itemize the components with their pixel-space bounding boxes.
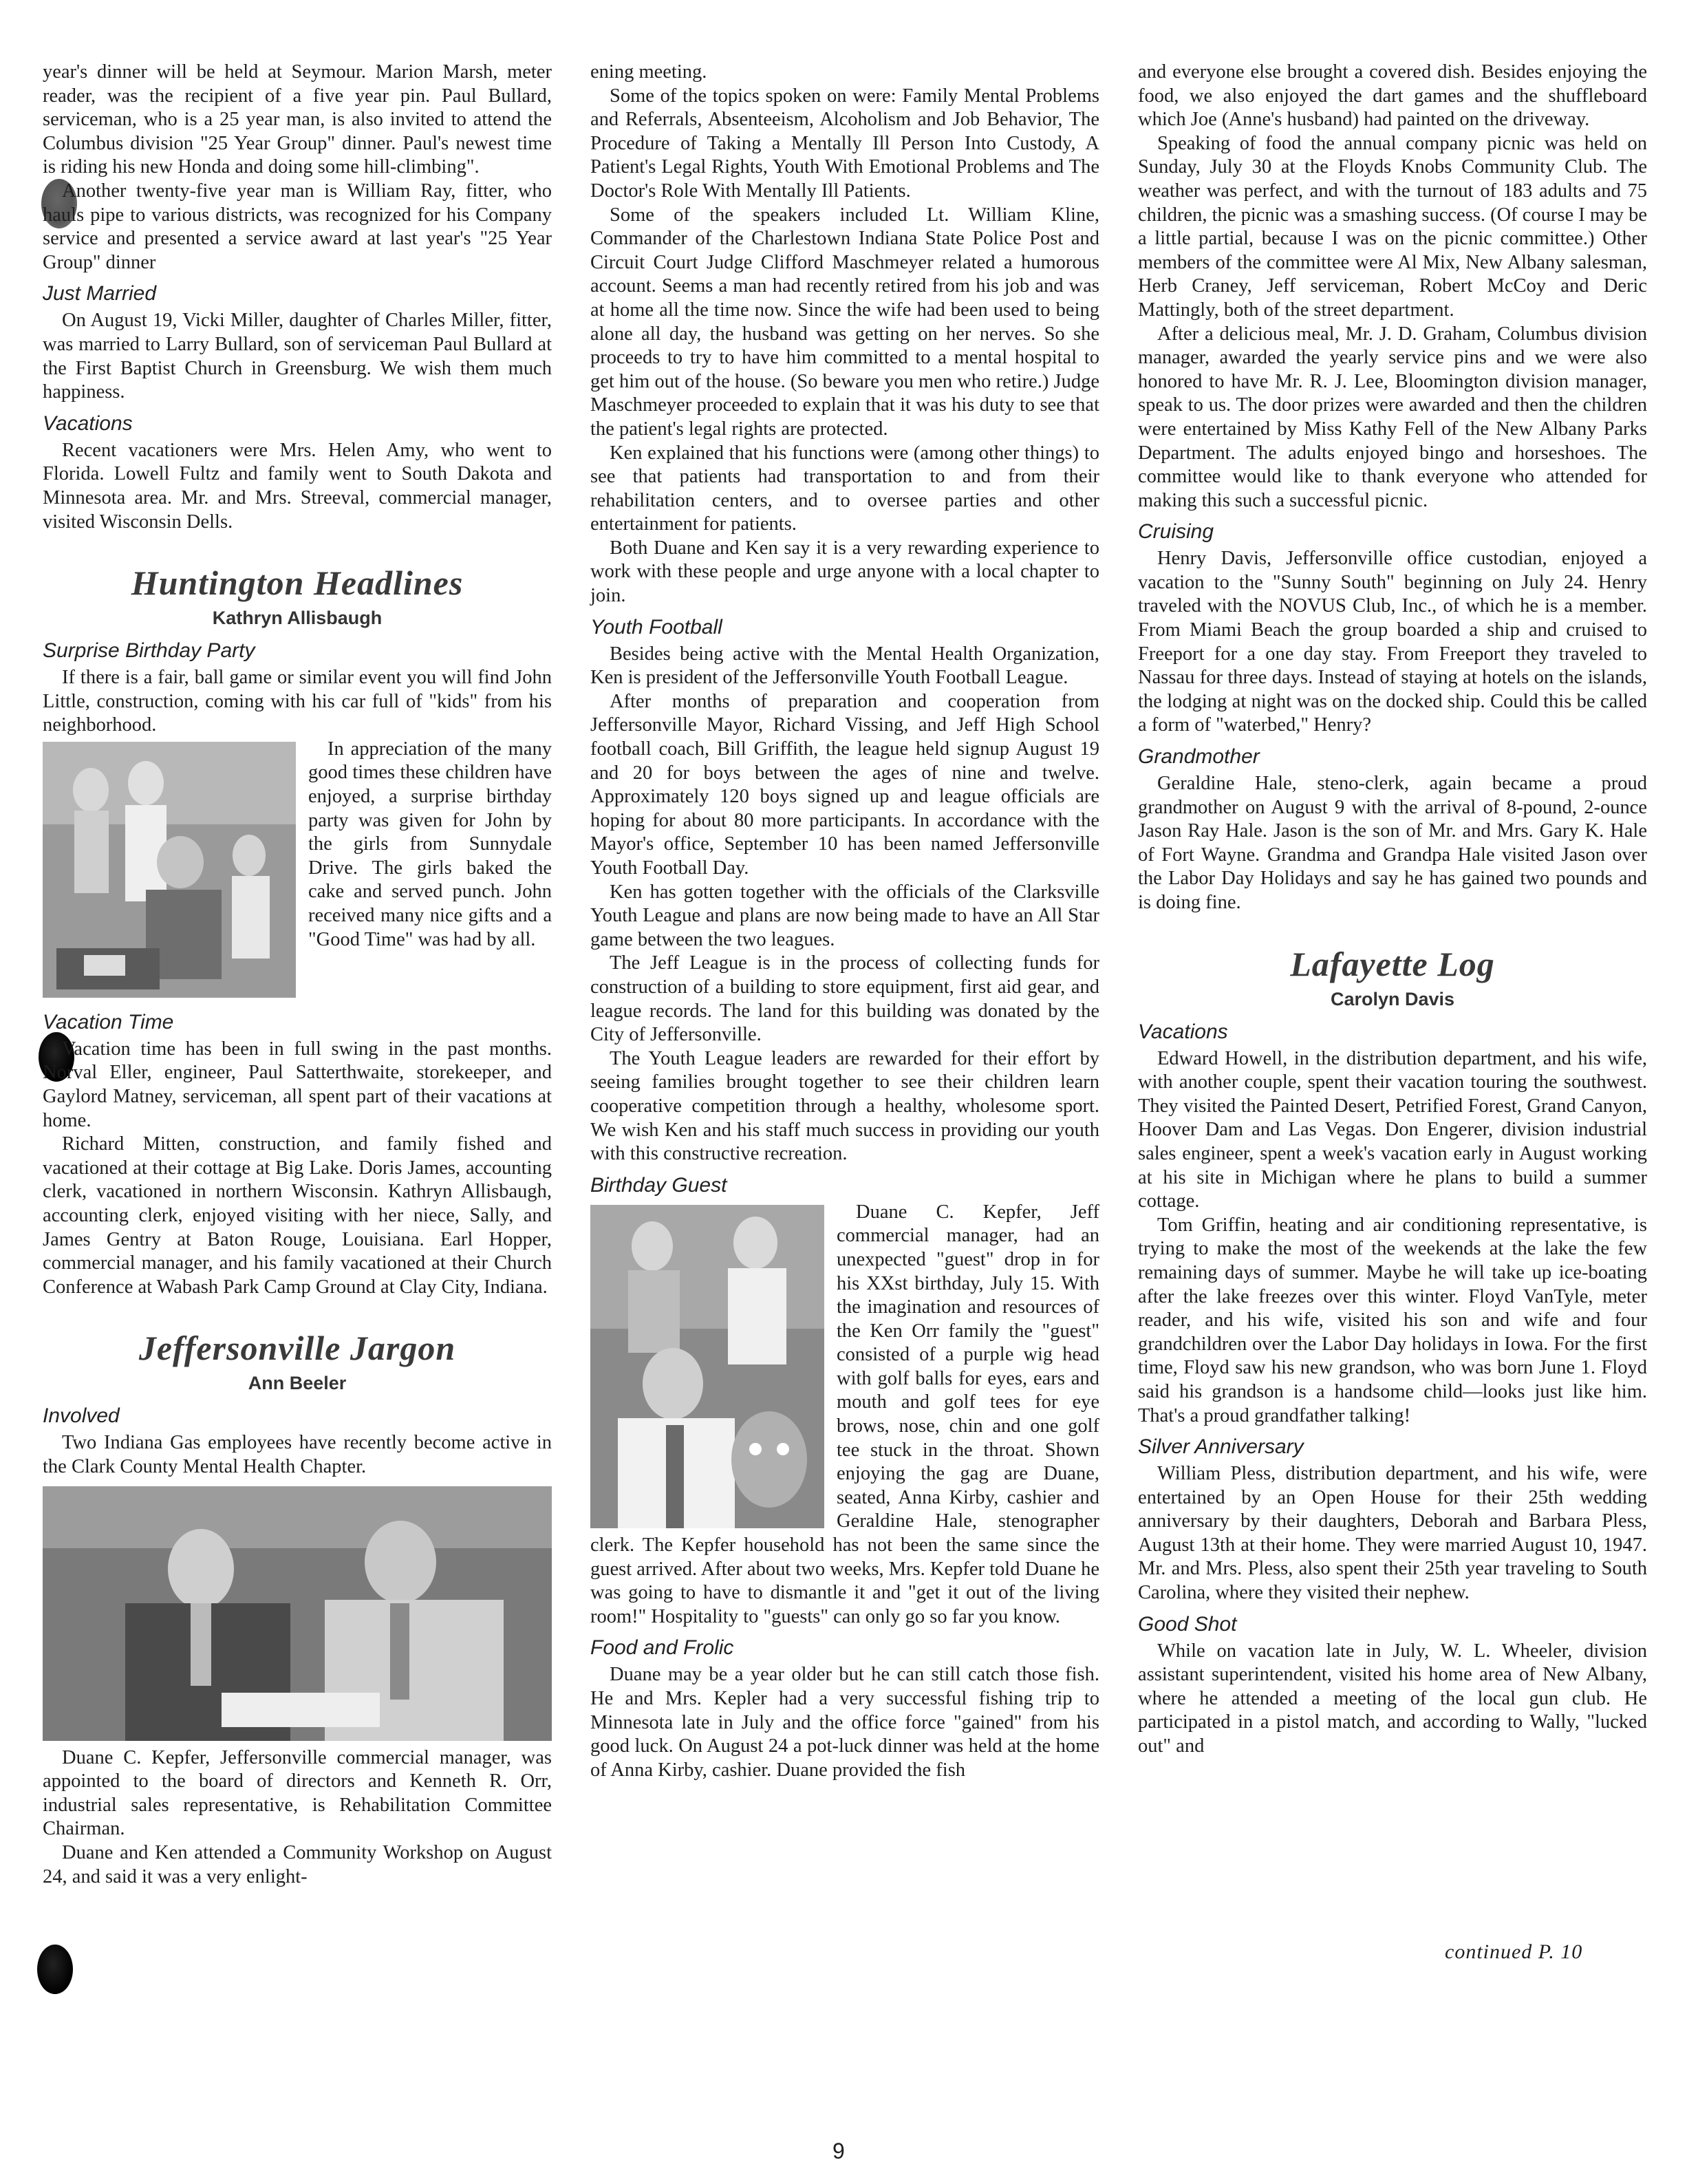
article-paragraph: Edward Howell, in the distribution department, and his wife, with another couple, spent their vacation touring the southwest. They visited the Painted Desert, Petrified Forest, Grand Canyon, Hoover Dam and Las Vegas. Don Engerer, division industrial sales engineer, spent a week's vacation early in August working at his site in Michigan where he plans to build a summer cottage. — [1138, 1047, 1647, 1212]
article-paragraph: Speaking of food the annual company picnic was held on Sunday, July 30 at the Floyds Knobs Community Club. The weather was perfect, and with the turnout of 183 adults and 75 children, the picnic was a smashing success. (Of course I may be a little partial, because I was on the picnic committee.) Other members of the committee were Al Mix, New Albany salesman, Herb Craney, Jeff serviceman, Robert McCoy and Deric Mattingly, both of the street department. — [1138, 132, 1647, 321]
byline-lafayette: Carolyn Davis — [1330, 988, 1455, 1009]
subheading-vacations: Vacations — [1138, 1020, 1228, 1043]
section-title-lafayette: Lafayette Log — [1290, 944, 1495, 983]
article-paragraph: Duane C. Kepfer, Jeff commercial manager, had an unexpected "guest" drop in for his XXst birthday, July 15. With the imagination and resources of the Ken Orr family the "guest" consisted of a purple wig head with golf balls for eyes, ears and mouth and golf tees for eye brows, nose, chin and one golf tee stuck in the throat. Shown enjoying the gag are Duane, seated, Anna Kirby, cashier and Geraldine Hale, stenographer clerk. The Kepfer household has not been the same since the guest arrived. After about two weeks, Mrs. Kepfer told Duane he was going to have to dismantle it and "get it out of the living room!" Hospitality to "guests" can only go so far you know. — [590, 1201, 1099, 1627]
article-paragraph: year's dinner will be held at Seymour. Marion Marsh, meter reader, was the recipient of a five year pin. Paul Bullard, serviceman, who is a 25 year man, is also invited to attend the Columbus division "25 Year Group" dinner. Paul's newest time is riding his new Honda and doing some hill-climbing". — [43, 61, 552, 178]
column-middle — [590, 61, 1099, 1782]
article-paragraph: Two Indiana Gas employees have recently become active in the Clark County Mental Health Chapter. — [43, 1432, 552, 1477]
article-paragraph: If there is a fair, ball game or similar event you will find John Little, construction, coming with his car full of "kids" from his neighborhood. — [43, 667, 552, 736]
byline-jeffersonville: Ann Beeler — [248, 1373, 347, 1394]
subheading-grandmother: Grandmother — [1138, 745, 1260, 769]
article-paragraph: Both Duane and Ken say it is a very rewarding experience to work with these people and urge anyone with a local chapter to join. — [590, 537, 1099, 607]
article-paragraph: Some of the topics spoken on were: Family Mental Problems and Referrals, Absenteeism, Alcoholism and Job Behavior, The Procedure of Taking a Mentally Ill Person Into Custody, A Patient's Legal Rights, Youth With Emotional Problems and The Doctor's Role With Mentally Ill Patients. — [590, 85, 1099, 202]
byline-huntington: Kathryn Allisbaugh — [212, 608, 383, 629]
article-paragraph: Geraldine Hale, steno-clerk, again became a proud grandmother on August 9 with the arrival of 8-pound, 2-ounce Jason Ray Hale. Jason is the son of Mr. and Mrs. Gary K. Hale of Fort Wayne. Grandma and Grandpa Hale visited Jason over the Labor Day Holidays and say he has gained two pounds and is doing fine. — [1138, 773, 1647, 913]
article-paragraph: Tom Griffin, heating and air conditioning representative, is trying to make the most of the weekends at the lake the few remaining days of summer. Maybe he will take up ice-boating after the lake freezes over this winter. Floyd VanTyle, meter reader, and his wife, visited his son and wife and four grandchildren over the Labor Day holidays in Iowa. For the first time, Floyd saw his new grandson, who was born June 1. Floyd said his grandson is a handsome child—looks just like him. That's a proud grandfather talking! — [1138, 1214, 1647, 1426]
article-paragraph: Besides being active with the Mental Health Organization, Ken is president of the Jeffersonville Youth Football League. — [590, 643, 1099, 689]
article-paragraph: Henry Davis, Jeffersonville office custodian, enjoyed a vacation to the "Sunny South" beginning on July 24. Henry traveled with the NOVUS Club, Inc., of which he is a member. From Miami Beach the group boarded a ship and cruised to Freeport for a one day stay. From Freeport they traveled to Nassau for three days. Instead of staying at hotels on the islands, the lodging at night was on the docked ship. Could this be called a form of "waterbed," Henry? — [1138, 548, 1647, 736]
article-paragraph: Ken has gotten together with the officials of the Clarksville Youth League and plans are now being made to have an All Star game between the two leagues. — [590, 881, 1099, 950]
article-paragraph: William Pless, distribution department, and his wife, were entertained by an Open House for their 25th wedding anniversary by their daughters, Deborah and Barbara Pless, August 13th at their home. They were married August 10, 1947. Mr. and Mrs. Pless, also spent their 25th year traveling to South Carolina, where they visited their nephew. — [1138, 1463, 1647, 1604]
continued-note: continued P. 10 — [1445, 1940, 1583, 1963]
subheading-birthday-guest: Birthday Guest — [590, 1173, 727, 1197]
subheading-silver-anniversary: Silver Anniversary — [1138, 1435, 1304, 1459]
article-paragraph: The Jeff League is in the process of collecting funds for construction of a building to store equipment, first aid gear, and league records. The land for this building was donated by the City of Jeffersonville. — [590, 952, 1099, 1046]
article-paragraph: Another twenty-five year man is William Ray, fitter, who hauls pipe to various districts, was recognized for his Company service and presented a service award at last year's "25 Year Group" dinner — [43, 180, 552, 273]
article-paragraph: Some of the speakers included Lt. William Kline, Commander of the Charlestown Indiana State Police Post and Circuit Court Judge Clifford Maschmeyer related a humorous account. Seems a man had recently retired from his job and was at home all the time now. Since the wife had been used to being alone all day, the husband was getting on her nerves. So she proceeds to try to have him committed to a mental hospital to get him out of the house. (So beware you men who retire.) Judge Maschmeyer proceeded to explain that it was his duty to see that the patient's legal rights are protected. — [590, 204, 1099, 440]
article-paragraph: After a delicious meal, Mr. J. D. Graham, Columbus division manager, awarded the yearly service pins and we were also honored to have Mr. R. J. Lee, Bloomington division manager, speak to us. The door prizes were awarded and then the children were entertained by Miss Kathy Fell of the New Albany Parks Department. The adults enjoyed bingo and horseshoes. The committee would like to thank everyone who attended for making this such a successful picnic. — [1138, 323, 1647, 511]
article-paragraph: After months of preparation and cooperation from Jeffersonville Mayor, Richard Vissing, and Jeff High School football coach, Bill Griffith, the league held signup August 19 and 20 for boys between the ages of nine and twelve. Approximately 120 boys signed up and league officials are hoping for about 80 more participants. In accordance with the Mayor's office, September 10 has been named Jeffersonville Youth Football Day. — [590, 690, 1099, 879]
article-paragraph: On August 19, Vicki Miller, daughter of Charles Miller, fitter, was married to Larry Bullard, son of serviceman Paul Bullard at the First Baptist Church in Greensburg. We wish them much happiness. — [43, 310, 552, 403]
subheading-food-and-frolic: Food and Frolic — [590, 1636, 734, 1660]
photo-birthday-party — [43, 742, 296, 998]
column-left — [43, 61, 552, 1889]
article-paragraph: Ken explained that his functions were (among other things) to see that patients had transportation to and from their rehabilitation centers, and to oversee parties and other entertainment for patients. — [590, 442, 1099, 535]
section-title-huntington: Huntington Headlines — [131, 564, 464, 603]
subheading-surprise-birthday: Surprise Birthday Party — [43, 639, 255, 663]
article-paragraph: Duane may be a year older but he can still catch those fish. He and Mrs. Kepler had a very successful fishing trip to Minnesota late in July and the office force "gained" from his good luck. On August 24 a pot-luck dinner was held at the home of Anna Kirby, cashier. Duane provided the fish — [590, 1664, 1099, 1781]
subheading-just-married: Just Married — [43, 282, 157, 306]
subheading-cruising: Cruising — [1138, 520, 1214, 544]
article-paragraph: Vacation time has been in full swing in the past months. Norval Eller, engineer, Paul Satterthwaite, storekeeper, and Gaylord Matney, serviceman, all spent part of their vacations at home. — [43, 1038, 552, 1131]
subheading-youth-football: Youth Football — [590, 615, 722, 639]
hole-punch-bottom — [37, 1945, 73, 1994]
article-paragraph: In appreciation of the many good times these children have enjoyed, a surprise birthday party was given for John by the girls from Sunnydale Drive. The girls baked the cake and served punch. John received many nice gifts and a "Good Time" was had by all. — [308, 738, 552, 950]
article-paragraph: Richard Mitten, construction, and family fished and vacationed at their cottage at Big Lake. Doris James, accounting clerk, vacationed in northern Wisconsin. Kathryn Allisbaugh, accounting clerk, enjoyed visiting with her niece, Sally, and James Gentry at Baton Rouge, Louisiana. Earl Hopper, commercial manager, and his family vacationed at their Church Conference at Wabash Park Camp Ground at Clay City, Indiana. — [43, 1133, 552, 1298]
subheading-vacations: Vacations — [43, 411, 133, 435]
page-number: 9 — [832, 2139, 845, 2163]
article-paragraph: Recent vacationers were Mrs. Helen Amy, who went to Florida. Lowell Fultz and family went to South Dakota and Minnesota area. Mr. and Mrs. Streeval, commercial manager, visited Wisconsin Dells. — [43, 439, 552, 533]
photo-board-signing — [43, 1486, 552, 1741]
article-paragraph: Duane and Ken attended a Community Workshop on August 24, and said it was a very enlight- — [43, 1841, 552, 1887]
article-paragraph: ening meeting. — [590, 61, 707, 83]
subheading-vacation-time: Vacation Time — [43, 1010, 174, 1034]
article-paragraph: While on vacation late in July, W. L. Wheeler, division assistant superintendent, visited his home area of New Albany, where he attended a meeting of the local gun club. He participated in a pistol match, and according to Wally, "lucked out" and — [1138, 1640, 1647, 1757]
subheading-good-shot: Good Shot — [1138, 1612, 1237, 1636]
section-title-jeffersonville: Jeffersonville Jargon — [138, 1329, 456, 1368]
photo-birthday-guest — [590, 1205, 824, 1528]
article-paragraph: The Youth League leaders are rewarded for their effort by seeing families brought together to see their children learn cooperative competition through a healthy, wholesome sport. We wish Ken and his staff much success in providing our youth with this constructive recreation. — [590, 1047, 1099, 1165]
subheading-involved: Involved — [43, 1404, 120, 1428]
article-paragraph: Duane C. Kepfer, Jeffersonville commercial manager, was appointed to the board of directors and Kenneth R. Orr, industrial sales representative, is Rehabilitation Committee Chairman. — [43, 1746, 552, 1840]
column-right — [1138, 61, 1647, 1759]
article-paragraph: and everyone else brought a covered dish. Besides enjoying the food, we also enjoyed the dart games and the shuffleboard which Joe (Anne's husband) had painted on the driveway. — [1138, 61, 1647, 131]
